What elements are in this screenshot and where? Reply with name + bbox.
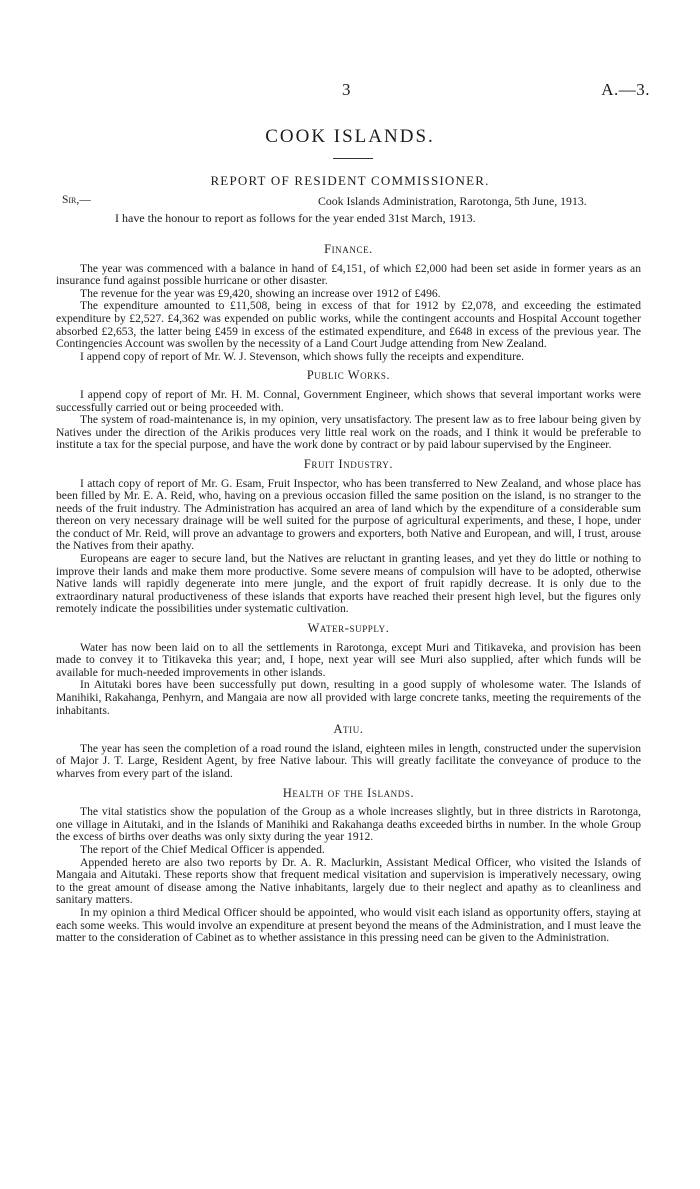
paragraph: The expenditure amounted to £11,508, being in excess of that for 1912 by £2,078, and exceeding the estimated expenditure by £2,527. £4,362 was expended on public works, while the contingent accounts and Hospital Account together absorbed £2,653, the latter being £459 in excess of the estimated expenditure, and £648 in excess of the previous year. The Contingencies Account was swollen by the necessity of a Land Court Judge attending from New Zealand. bbox=[56, 299, 641, 351]
paragraph: The report of the Chief Medical Officer is appended. bbox=[80, 842, 325, 856]
document-reference: A.—3. bbox=[601, 80, 650, 99]
paragraph: The system of road-maintenance is, in my opinion, very unsatisfactory. The present law as to free labour being given by Natives under the direction of the Arikis produces very little real work on the roads, and I think it would be preferable to institute a tax for the special purpose, and have the work done by contract or by paid labour supervised by the Engineer. bbox=[56, 413, 641, 452]
section-heading: Health of the Islands. bbox=[282, 785, 415, 800]
paragraph: The year has seen the completion of a road round the island, eighteen miles in length, constructed under the supervision of Major J. T. Large, Resident Agent, by free Native labour. This will greatly facilitate the conveyance of produce to the wharves from every part of the island. bbox=[56, 741, 641, 780]
section-heading: Fruit Industry. bbox=[303, 456, 394, 471]
paragraph: Water has now been laid on to all the settlements in Rarotonga, except Muri and Titikaveka, and provision has been made to convey it to Titikaveka this year; and, I hope, next year will see Muri also supplied, after which funds will be available for much-needed improvements in other islands. bbox=[56, 640, 641, 679]
section-water-supply bbox=[56, 622, 641, 717]
paragraph: The vital statistics show the population of the Group as a whole increases slightly, but in three districts in Rarotonga, one village in Aitutaki, and in the Islands of Manihiki and Rakahanga deaths exceeded births in number. In the whole Group the excess of births over deaths was only sixty during the year 1912. bbox=[56, 805, 641, 844]
salutation: Sir,— bbox=[62, 194, 91, 206]
paragraph: In Aitutaki bores have been successfully put down, resulting in a good supply of wholesome water. The Islands of Manihiki, Rakahanga, Penhyrn, and Mangaia are now all provided with large concrete tanks, meeting the requirements of the inhabitants. bbox=[56, 678, 641, 717]
paragraph: I attach copy of report of Mr. G. Esam, Fruit Inspector, who has been transferred to New Zealand, and whose place has been filled by Mr. E. A. Reid, who, having on a previous occasion filled the same position on the island, is no stranger to the needs of the fruit industry. The Administration has acquired an area of land which by the expenditure of a considerable sum thereon on very necessary drainage will be well suited for the purpose of agricultural experiments, and these, I hope, under the conduct of Mr. Reid, will prove an advantage to growers and exporters, both Native and European, and will, I trust, arouse the Natives from their apathy. bbox=[56, 476, 641, 553]
section-heading: Water-supply. bbox=[307, 621, 390, 636]
report-body bbox=[56, 237, 641, 951]
paragraph: The revenue for the year was £9,420, showing an increase over 1912 of £496. bbox=[80, 286, 441, 300]
paragraph: I append copy of report of Mr. W. J. Stevenson, which shows fully the receipts and expenditure. bbox=[80, 349, 525, 363]
paragraph: Appended hereto are also two reports by Dr. A. R. Maclurkin, Assistant Medical Officer, who visited the Islands of Mangaia and Aitutaki. These reports show that frequent medical visitation and supervision is imperatively necessary, owing to the great amount of disease among the Native inhabitants, largely due to their neglect and apathy as to cleanliness and sanitary matters. bbox=[56, 855, 641, 907]
paragraph: In my opinion a third Medical Officer should be appointed, who would visit each island as opportunity offers, staying at each some weeks. This would involve an expenditure at present beyond the means of the Administration, and I must leave the matter to the consideration of Cabinet as to whether assistance in this pressing need can be given to the Administration. bbox=[56, 905, 641, 945]
section-heading: Public Works. bbox=[306, 368, 391, 383]
report-subtitle: REPORT OF RESIDENT COMMISSIONER. bbox=[210, 173, 490, 188]
page-number: 3 bbox=[342, 80, 351, 99]
section-atiu bbox=[56, 723, 641, 780]
intro-sentence: I have the honour to report as follows for the year ended 31st March, 1913. bbox=[115, 211, 476, 225]
paragraph: I append copy of report of Mr. H. M. Connal, Government Engineer, which shows that several important works were successfully carried out or being proceeded with. bbox=[56, 387, 641, 414]
dateline: Cook Islands Administration, Rarotonga, 5th June, 1913. bbox=[318, 194, 587, 208]
paragraph: The year was commenced with a balance in hand of £4,151, of which £2,000 had been set aside in former years as an insurance fund against possible hurricane or other disaster. bbox=[56, 261, 641, 288]
section-finance bbox=[56, 243, 641, 363]
document-title: COOK ISLANDS. bbox=[265, 126, 435, 147]
section-health bbox=[56, 787, 641, 945]
section-heading: Atiu. bbox=[333, 722, 364, 737]
paragraph: Europeans are eager to secure land, but the Natives are reluctant in granting leases, and yet they do little or nothing to improve their lands and make them more productive. Some severe means of compulsion will have to be adopted, otherwise Native lands will rapidly degenerate into mere jungle, and the export of fruit rapidly decrease. It is only due to the extraordinary natural productiveness of these islands that exports have reached their present high level, but the figures only remotely indicate the possibilities under systematic cultivation. bbox=[56, 552, 641, 616]
section-fruit-industry bbox=[56, 458, 641, 616]
section-public-works bbox=[56, 369, 641, 452]
section-heading: Finance. bbox=[324, 242, 373, 256]
title-divider bbox=[333, 158, 373, 159]
